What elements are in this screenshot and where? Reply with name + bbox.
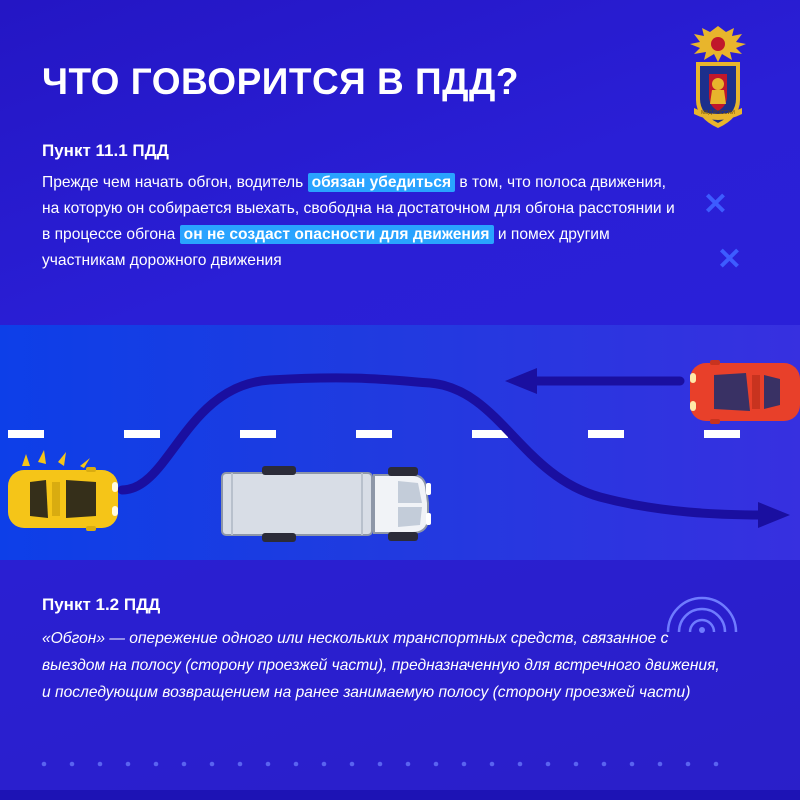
- yellow-car: [8, 450, 118, 531]
- top-text-part1: Прежде чем начать обгон, водитель: [42, 174, 308, 191]
- red-car: [690, 360, 800, 424]
- arcs-decor-icon: [662, 578, 742, 634]
- mvd-emblem: [676, 22, 760, 132]
- top-highlight-2: он не создаст опасности для движения: [180, 225, 494, 244]
- oncoming-arrow: [505, 368, 680, 394]
- top-clause-heading: Пункт 11.1 ПДД: [42, 141, 169, 160]
- top-highlight-1: обязан убедиться: [308, 173, 455, 192]
- top-clause-text: [42, 170, 682, 274]
- bottom-section: [0, 560, 800, 800]
- bottom-clause-heading: Пункт 1.2 ПДД: [42, 595, 161, 614]
- top-text-part2: в том, что полоса движения, на которую он собирается выехать, свободна на достаточном для обгона расстоянии и в процессе обгона: [42, 174, 675, 243]
- svg-text:МВД РОССИИ: МВД РОССИИ: [701, 110, 735, 116]
- dot-grid-decor-icon: [40, 760, 720, 782]
- bottom-bar: [0, 790, 800, 800]
- bottom-clause-text: «Обгон» — опережение одного или нескольких транспортных средств, связанное с выездом на полосу (сторону проезжей части), предназначенную для встречного движения, и последующим возвращением на ранее занимаемую полосу (сторону проезжей части): [42, 630, 720, 701]
- page-title: ЧТО ГОВОРИТСЯ В ПДД?: [42, 61, 519, 102]
- top-section: [0, 0, 800, 325]
- cross-decor-icon: ✕: [702, 188, 728, 221]
- cross-decor-icon: ✕: [716, 243, 742, 276]
- signal-flash-icon: [22, 450, 90, 468]
- top-text-part3: и помех другим участникам дорожного движения: [42, 226, 610, 269]
- road-illustration: [0, 325, 800, 560]
- truck: [222, 466, 431, 542]
